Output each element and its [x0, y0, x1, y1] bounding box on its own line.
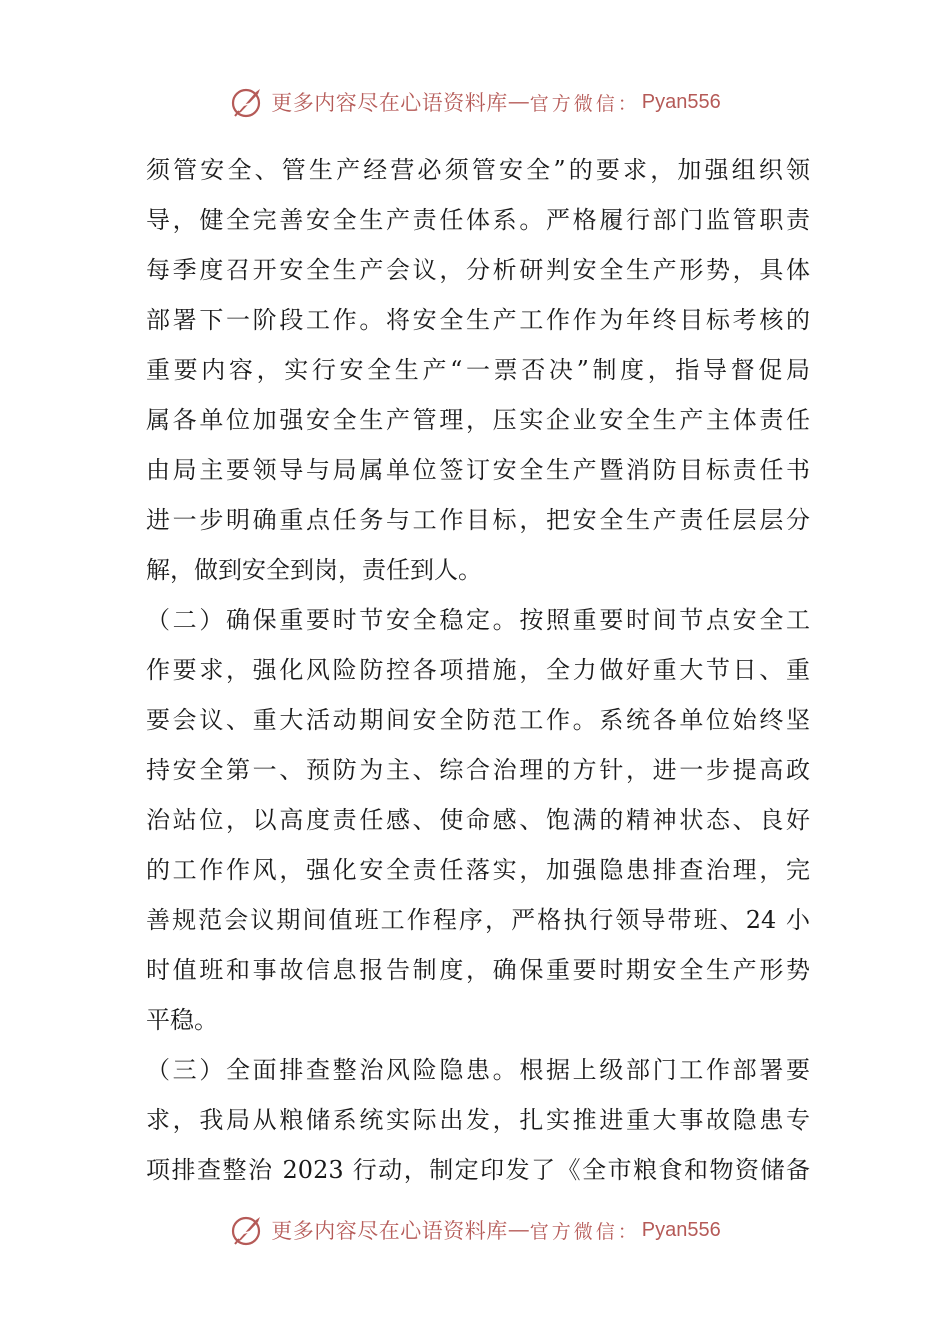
- document-body: [146, 145, 810, 1195]
- text-line: 导，健全完善安全生产责任体系。严格履行部门监管职责: [146, 206, 810, 234]
- text-line: 每季度召开安全生产会议，分析研判安全生产形势，具体: [146, 256, 810, 284]
- watermark-wechat-label: 官方微信：: [529, 1220, 640, 1243]
- text-line: 进一步明确重点任务与工作目标，把安全生产责任层层分: [146, 506, 810, 534]
- watermark-wechat-label: 官方微信：: [529, 92, 640, 115]
- text-line: 治站位，以高度责任感、使命感、饱满的精神状态、良好: [146, 806, 810, 834]
- watermark-site-name: 更多内容尽在心语资料库: [271, 1219, 508, 1243]
- text-line: 时值班和事故信息报告制度，确保重要时期安全生产形势: [146, 956, 810, 984]
- header-watermark: [0, 80, 950, 124]
- text-line: 由局主要领导与局属单位签订安全生产暨消防目标责任书: [146, 456, 810, 484]
- footer-watermark: [0, 1208, 950, 1252]
- text-line: 项排查整治 2023 行动，制定印发了《全市粮食和物资储备: [146, 1156, 810, 1184]
- text-line: 属各单位加强安全生产管理，压实企业安全生产主体责任: [146, 406, 810, 434]
- quill-circle-logo-icon: [229, 84, 265, 120]
- watermark-wechat-id: Pyan556: [641, 1218, 721, 1241]
- text-line: 解，做到安全到岗，责任到人。: [146, 556, 482, 584]
- text-line: 须管安全、管生产经营必须管安全”的要求，加强组织领: [146, 156, 810, 184]
- text-line: 作要求，强化风险防控各项措施，全力做好重大节日、重: [146, 656, 810, 684]
- text-line: 善规范会议期间值班工作程序，严格执行领导带班、24 小: [146, 906, 810, 934]
- section-heading-line: （三）全面排查整治风险隐患。根据上级部门工作部署要: [146, 1056, 810, 1084]
- text-line: 平稳。: [146, 1006, 218, 1034]
- text-line: 的工作作风，强化安全责任落实，加强隐患排查治理，完: [146, 856, 810, 884]
- text-line: 重要内容，实行安全生产“一票否决”制度，指导督促局: [146, 356, 810, 384]
- watermark-wechat-id: Pyan556: [641, 90, 721, 113]
- text-line: 部署下一阶段工作。将安全生产工作作为年终目标考核的: [146, 306, 810, 334]
- text-line: 求，我局从粮储系统实际出发，扎实推进重大事故隐患专: [146, 1106, 810, 1134]
- section-heading-line: （二）确保重要时节安全稳定。按照重要时间节点安全工: [146, 606, 810, 634]
- watermark-separator: —: [508, 90, 529, 113]
- quill-circle-logo-icon: [229, 1212, 265, 1248]
- watermark-separator: —: [508, 1218, 529, 1241]
- text-line: 持安全第一、预防为主、综合治理的方针，进一步提高政: [146, 756, 810, 784]
- watermark-site-name: 更多内容尽在心语资料库: [271, 91, 508, 115]
- text-line: 要会议、重大活动期间安全防范工作。系统各单位始终坚: [146, 706, 810, 734]
